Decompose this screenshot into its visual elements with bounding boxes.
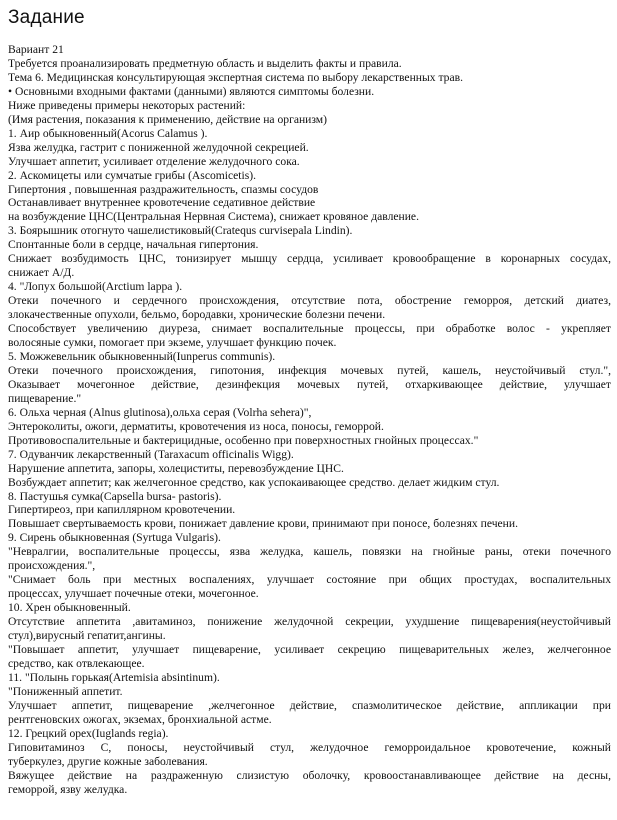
text-line: процессах, улучшает почечные отеки, мочегонное. — [8, 587, 259, 601]
text-line: 12. Грецкий орех(Iuglands regia). — [8, 726, 169, 740]
text-line: "Невралгии, воспалительные процессы, язва желудка, кашель, повязки на гнойные раны, отеки почечного — [8, 545, 611, 559]
text-line: "Пониженный аппетит. — [8, 684, 123, 698]
text-line: Язва желудка, гастрит с пониженной желудочной секрецией. — [8, 140, 309, 154]
text-line: (Имя растения, показания к применению, действие на организм) — [8, 112, 327, 126]
text-line: Повышает свертываемость крови, понижает давление крови, принимают при поносе, болезнях печени. — [8, 517, 518, 531]
text-line: 4. "Лопух большой(Arctium lappa ). — [8, 280, 183, 294]
text-line: Останавливает внутреннее кровотечение седативное действие — [8, 196, 316, 210]
text-line: Ниже приведены примеры некоторых растений: — [8, 98, 246, 112]
text-line: Отеки почечного и сердечного происхождения, отсутствие пота, обострение геморроя, детский диатез, — [8, 294, 611, 308]
text-line: 2. Аскомицеты или сумчатые грибы (Ascomicetis). — [8, 168, 257, 182]
text-line: Возбуждает аппетит; как желчегонное средство, как успокаивающее средство. делает жидким стул. — [8, 475, 500, 489]
text-line: Отеки почечного происхождения, гипотония, инфекция мочевых путей, кашель, неустойчивый стул.", — [8, 363, 611, 377]
text-line: геморрой, язву желудка. — [8, 782, 128, 796]
text-line: Оказывает мочегонное действие, дезинфекция мочевых путей, отхаркивающее действие, улучшает — [8, 377, 611, 391]
text-line: Гипертония , повышенная раздражительность, спазмы сосудов — [8, 182, 319, 196]
text-line: Гиповитаминоз С, поносы, неустойчивый стул, желудочное геморроидальное кровотечение, кожный — [8, 740, 611, 754]
text-line: 8. Пастушья сумка(Capsella bursa- pastoris). — [8, 489, 222, 503]
text-line: волосяные сумки, помогает при экземе, улучшает функцию почек. — [8, 336, 337, 350]
text-line: происхождения.", — [8, 559, 96, 573]
text-line: Вяжущее действие на раздраженную слизистую оболочку, кровоостанавливающее действие на десны, — [8, 768, 611, 782]
document-body — [8, 43, 611, 796]
text-line: 3. Боярышник отогнуто чашелистиковый(Cratequs curvisepala Lindin). — [8, 224, 353, 238]
text-line: Требуется проанализировать предметную область и выделить факты и правила. — [8, 56, 402, 70]
text-line: 9. Сирень обыкновенная (Syrtuga Vulgaris). — [8, 531, 221, 545]
text-line: 10. Хрен обыкновенный. — [8, 601, 131, 615]
text-line: Гипертиреоз, при капиллярном кровотечении. — [8, 503, 236, 517]
text-line: пищеварение." — [8, 391, 82, 405]
text-line: Вариант 21 — [8, 43, 64, 56]
text-line: "Повышает аппетит, улучшает пищеварение, усиливает секрецию пищеварительных желез, желчегонное — [8, 642, 611, 656]
text-line: 6. Ольха черная (Alnus glutinosa),ольха серая (Volrha sehera)", — [8, 405, 312, 419]
text-line: Нарушение аппетита, запоры, холециститы, перевозбуждение ЦНС. — [8, 461, 344, 475]
text-line: Улучшает аппетит, усиливает отделение желудочного сока. — [8, 154, 300, 168]
text-line: Тема 6. Медицинская консультирующая экспертная система по выбору лекарственных трав. — [8, 70, 463, 84]
text-line: средство, как отвлекающее. — [8, 656, 145, 670]
text-line: 5. Можжевельник обыкновенный(Iunperus communis). — [8, 349, 276, 363]
text-line: снижает А/Д. — [8, 266, 75, 280]
text-line: стул),вирусный гепатит,ангины. — [8, 629, 166, 643]
text-line: злокачественные опухоли, бельмо, бородавки, хронические болезни печени. — [8, 308, 386, 322]
text-line: "Снимает боль при местных воспалениях, улучшает состояние при общих простудах, воспалительных — [8, 573, 611, 587]
text-line: на возбуждение ЦНС(Центральная Нервная Система), снижает кровяное давление. — [8, 210, 419, 224]
text-line: Противовоспалительные и бактерицидные, особенно при поверхностных гнойных процессах." — [8, 433, 479, 447]
text-line: Отсутствие аппетита ,авитаминоз, понижение желудочной секреции, ухудшение пищеварения(неустойчивый — [8, 615, 611, 629]
text-line: 7. Одуванчик лекарственный (Taraxacum officinalis Wigg). — [8, 447, 294, 461]
text-line: Снижает возбудимость ЦНС, тонизирует мышцу сердца, усиливает кровообращение в коронарных сосудах, — [8, 252, 611, 266]
page-title: Задание — [8, 7, 85, 28]
text-line: Способствует увеличению диуреза, снимает воспалительные процессы, при обработке волос - укрепляет — [8, 322, 611, 336]
text-line: Улучшает аппетит, пищеварение ,желчегонное действие, спазмолитическое действие, аппликации при — [8, 698, 611, 712]
text-line: туберкулез, другие кожные заболевания. — [8, 754, 208, 768]
text-line: • Основными входными фактами (данными) являются симптомы болезни. — [8, 84, 375, 98]
text-line: рентгеновских ожогах, экземах, бронхиальной астме. — [8, 712, 272, 726]
text-line: 11. "Полынь горькая(Artemisia absintinum). — [8, 670, 220, 684]
text-line: Энтероколиты, ожоги, дерматиты, кровотечения из носа, поносы, геморрой. — [8, 419, 384, 433]
text-line: Спонтанные боли в сердце, начальная гипертония. — [8, 238, 259, 252]
text-line: 1. Аир обыкновенный(Acorus Calamus ). — [8, 126, 208, 140]
